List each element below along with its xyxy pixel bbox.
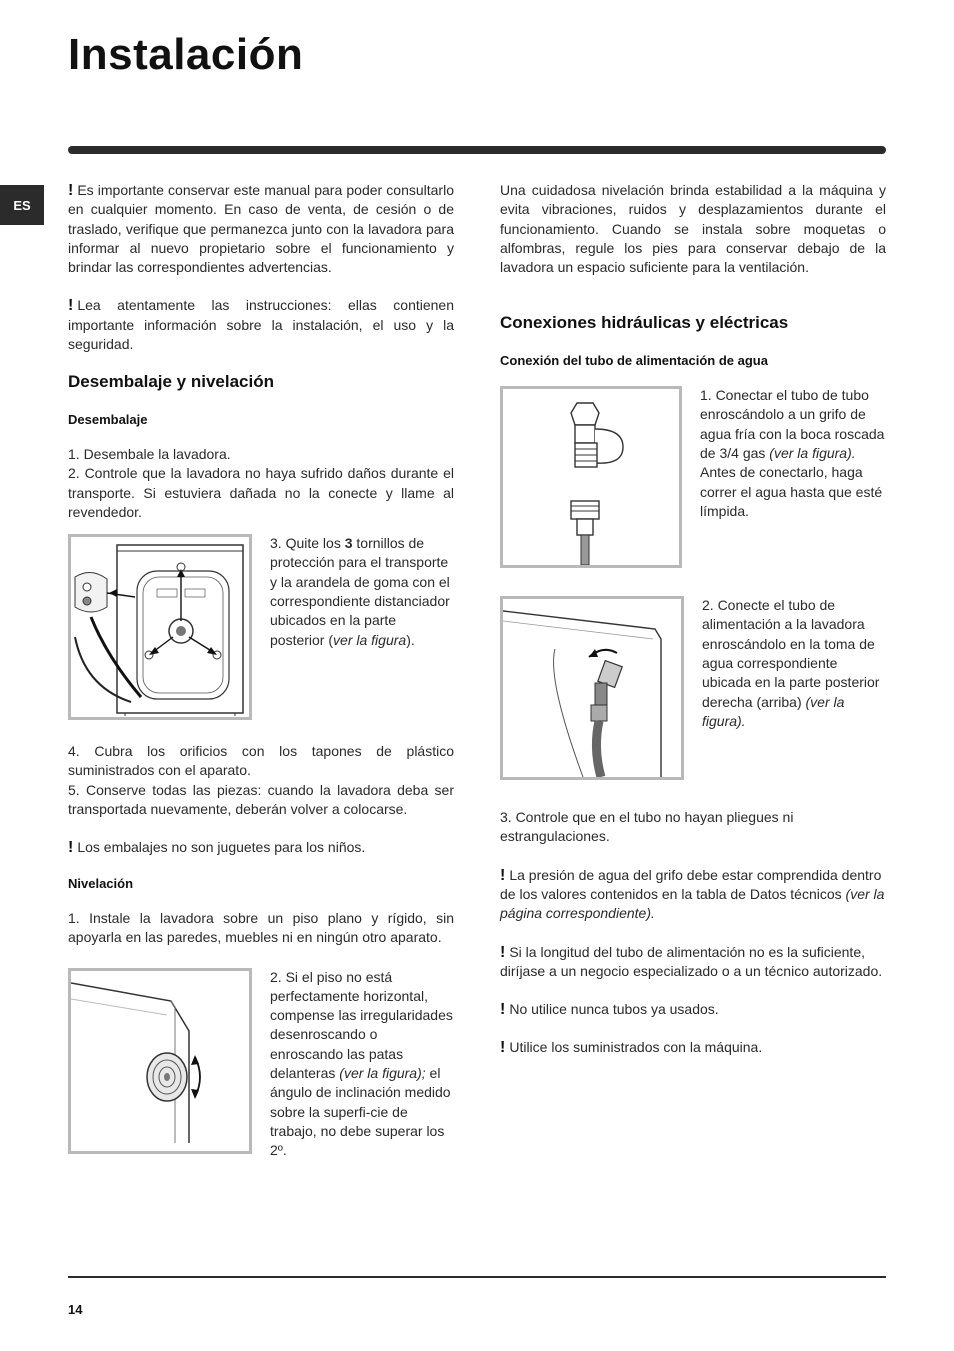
section-heading-connections: Conexiones hidráulicas y eléctricas <box>500 313 789 333</box>
figure-caption-tap <box>700 386 886 568</box>
figure-caption-inlet <box>702 596 886 780</box>
washer-rear-illustration <box>71 537 249 717</box>
figure-leveling-feet <box>68 968 252 1154</box>
unpack-step-5: 5. Conserve todas las piezas: cuando la lavadora deba ser transportada nuevamente, deberán volver a colocarse. <box>68 781 454 818</box>
subheading-unpacking: Desembalaje <box>68 411 148 427</box>
warning-hose-length: ! Si la longitud del tubo de alimentación no es la suficiente, diríjase a un negocio especializado o a un técnico autorizado. <box>500 943 883 979</box>
intro-warning-2: ! Lea atentamente las instrucciones: ellas contienen importante información sobre la instalación, el uso y la seguridad. <box>68 297 454 353</box>
section-heading-unpacking-leveling: Desembalaje y nivelación <box>68 372 274 392</box>
figure-row-tap-connection <box>500 386 886 568</box>
warning-packaging: ! Los embalajes no son juguetes para los niños. <box>68 839 366 857</box>
warning-mark: ! <box>68 839 74 857</box>
intro-warning-1: ! Es importante conservar este manual para poder consultarlo en cualquier momento. En caso de venta, de cesión o de traslado, verifique que permanezca junto con la lavadora para informar al nuevo propietario sobre el funcionamiento y brindar las correspondientes advertencias. <box>68 182 454 276</box>
tap-hose-illustration <box>503 389 679 565</box>
hose-step-2: 2. Conecte el tubo de alimentación a la lavadora enroscándolo en la toma de agua correspondiente ubicada en la parte posterior derecha (arriba) (ver la figura). <box>702 597 880 729</box>
warning-supplied-hoses: ! Utilice los suministrados con la máquina. <box>500 1039 763 1057</box>
subheading-leveling: Nivelación <box>68 875 134 891</box>
leveling-foot-illustration <box>71 971 249 1151</box>
level-step-2: 2. Si el piso no está perfectamente horizontal, compense las irregularidades desenroscando o enroscando las patas delanteras (ver la figura); el ángulo de inclinación medido sobre la superfi-cie de trabajo, no debe superar los 2º. <box>270 968 453 1159</box>
unpack-step-3: 3. Quite los 3 tornillos de protección para el transporte y la arandela de goma con el correspondiente distanciador ubicados en la parte posterior (ver la figura). <box>270 535 450 648</box>
bottom-divider <box>68 1276 886 1278</box>
figure-row-leveling-feet <box>68 968 454 1161</box>
figure-row-transport-screws <box>68 534 454 720</box>
level-step-1: 1. Instale la lavadora sobre un piso plano y rígido, sin apoyarla en las paredes, muebles ni en ningún otro aparato. <box>68 909 454 946</box>
hose-step-1b: Antes de conectarlo, haga correr el agua hasta que esté límpida. <box>700 464 883 519</box>
warning-pressure: ! La presión de agua del grifo debe estar comprendida dentro de los valores contenidos en la tabla de Datos técnicos (ver la página correspondiente). <box>500 866 885 922</box>
hose-step-1: 1. Conectar el tubo de tubo enroscándolo a un grifo de agua fría con la boca roscada de 3/4 gas (ver la figura). <box>700 387 885 461</box>
subheading-water-hose: Conexión del tubo de alimentación de agua <box>500 352 768 368</box>
unpack-step-4: 4. Cubra los orificios con los tapones de plástico suministrados con el aparato. <box>68 743 454 779</box>
warning-mark: ! <box>500 943 506 961</box>
warning-mark: ! <box>500 866 506 884</box>
warning-mark: ! <box>68 297 74 315</box>
right-column <box>500 181 886 1058</box>
language-tab: ES <box>0 185 44 225</box>
warning-mark: ! <box>500 1001 506 1019</box>
unpack-step-2: 2. Controle que la lavadora no haya sufrido daños durante el transporte. Si estuviera dañada no la conecte y llame al revendedor. <box>68 465 454 520</box>
left-column <box>68 181 454 1161</box>
warning-used-hoses: ! No utilice nunca tubos ya usados. <box>500 1001 719 1019</box>
page-number: 14 <box>68 1302 83 1317</box>
leveling-benefits-text: Una cuidadosa nivelación brinda estabilidad a la máquina y evita vibraciones, ruidos y desplazamientos durante el funcionamiento. Cuando se instala sobre moquetas o alfombras, regule los pies para conservar debajo de la lavadora un espacio suficiente para la ventilación. <box>500 182 886 276</box>
figure-caption-transport-screws <box>270 534 454 720</box>
figure-caption-leveling <box>270 968 454 1161</box>
warning-mark: ! <box>500 1039 506 1057</box>
figure-tap-connection <box>500 386 682 568</box>
figure-row-machine-inlet <box>500 596 886 780</box>
page-title: Instalación <box>68 30 304 79</box>
top-divider <box>68 146 886 154</box>
unpack-step-1: 1. Desembale la lavadora. <box>68 445 231 462</box>
figure-machine-inlet <box>500 596 684 780</box>
warning-mark: ! <box>68 182 74 199</box>
hose-step-3: 3. Controle que en el tubo no hayan pliegues ni estrangulaciones. <box>500 809 794 845</box>
figure-rear-transport-screws <box>68 534 252 720</box>
inlet-hose-illustration <box>503 599 681 777</box>
